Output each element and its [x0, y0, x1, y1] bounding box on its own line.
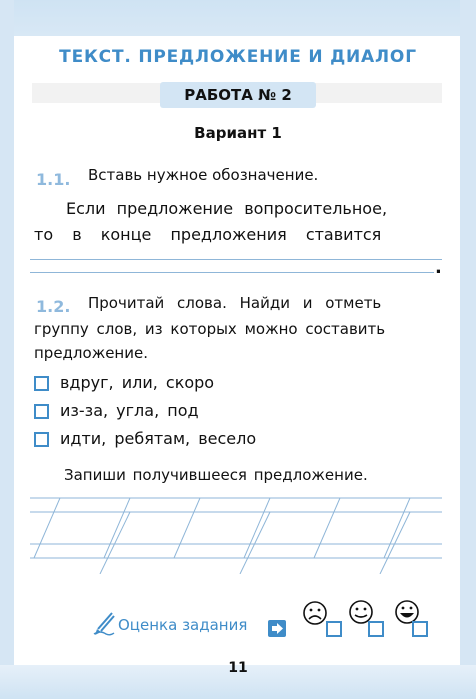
- task-2-number: 1.2.: [36, 297, 71, 316]
- option-1-checkbox[interactable]: [34, 376, 49, 391]
- decorative-frame-right: [460, 0, 476, 699]
- page-title: ТЕКСТ. ПРЕДЛОЖЕНИЕ И ДИАЛОГ: [59, 47, 417, 67]
- task-1-instruction: Вставь нужное обозначение.: [88, 166, 319, 184]
- score-label: Оценка задания: [118, 616, 248, 634]
- option-3-label: идти, ребятам, весело: [60, 429, 257, 448]
- task-1-number: 1.1.: [36, 170, 71, 189]
- task-2-instruction-line-1: Прочитай слова. Найди и отметь: [88, 294, 382, 312]
- score-box-sad[interactable]: [326, 621, 342, 637]
- answer-line-2[interactable]: [30, 272, 434, 273]
- pencil-icon: [92, 610, 116, 636]
- option-2-label: из-за, угла, под: [60, 401, 199, 420]
- score-box-happy[interactable]: [412, 621, 428, 637]
- task-2-instruction-line-2: группу слов, из которых можно составить: [34, 320, 386, 338]
- task-2-instruction-line-3: предложение.: [34, 344, 148, 362]
- option-2-checkbox[interactable]: [34, 404, 49, 419]
- write-prompt: Запиши получившееся предложение.: [64, 466, 368, 484]
- answer-end-dot: .: [435, 257, 442, 278]
- work-title: РАБОТА № 2: [184, 86, 292, 104]
- decorative-frame-left: [0, 0, 14, 699]
- score-box-neutral[interactable]: [368, 621, 384, 637]
- arrow-right-icon: [268, 620, 286, 637]
- sad-face-icon: [302, 600, 328, 626]
- variant-heading: Вариант 1: [194, 124, 282, 142]
- task-1-line-2: то в конце предложения ставится: [34, 225, 382, 244]
- handwriting-lines[interactable]: [30, 494, 442, 574]
- option-3-checkbox[interactable]: [34, 432, 49, 447]
- task-1-line-1: Если предложение вопросительное,: [66, 199, 388, 218]
- page-number: 11: [228, 660, 248, 676]
- answer-line-1: [30, 259, 442, 260]
- option-1-label: вдруг, или, скоро: [60, 373, 215, 392]
